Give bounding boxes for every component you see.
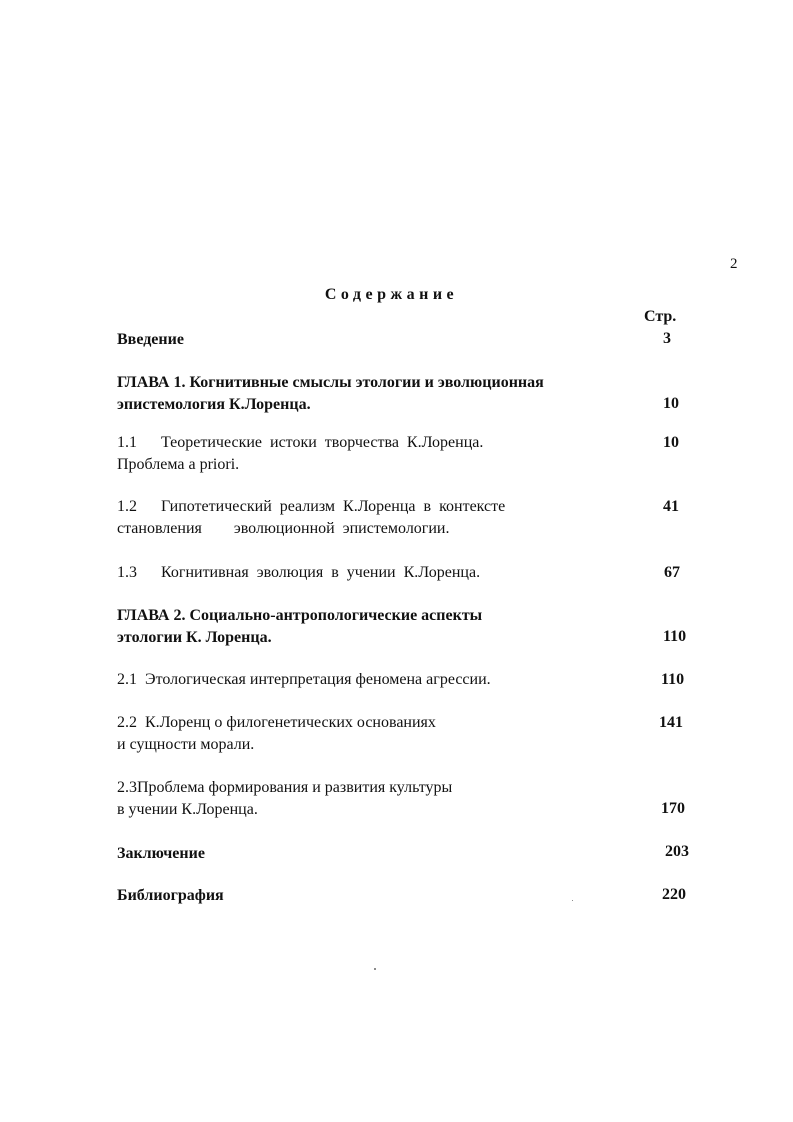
toc-entry-text: эпистемология К.Лоренца. — [117, 396, 311, 413]
toc-entry-page: 67 — [664, 564, 680, 581]
toc-entry-text: Заключение — [117, 845, 205, 862]
toc-entry-page: 141 — [659, 714, 683, 731]
toc-entry-text: становления эволюционной эпистемологии. — [117, 520, 450, 537]
toc-entry-text: 1.3 Когнитивная эволюция в учении К.Лоренца. — [117, 564, 481, 581]
toc-entry-text: Библиография — [117, 887, 224, 904]
scan-speck — [572, 900, 573, 901]
toc-entry-page: 220 — [662, 886, 686, 903]
toc-entry-text: Введение — [117, 331, 184, 348]
toc-entry-text: в учении К.Лоренца. — [117, 801, 258, 818]
scan-speck — [374, 968, 376, 970]
toc-entry-page: 10 — [663, 395, 679, 412]
toc-entry-text: и сущности морали. — [117, 736, 255, 753]
toc-entry-text: 2.1 Этологическая интерпретация феномена агрессии. — [117, 671, 491, 688]
page-number: 2 — [730, 256, 738, 272]
toc-entry-page: 110 — [663, 628, 687, 645]
toc-entry-text: ГЛАВА 1. Когнитивные смыслы этологии и эволюционная — [117, 374, 544, 391]
toc-entry-page: 10 — [663, 434, 679, 451]
toc-entry-page: 203 — [665, 843, 689, 860]
toc-entry-page: 170 — [661, 800, 685, 817]
toc-entry-page: 3 — [663, 330, 671, 347]
toc-title: Содержание — [324, 286, 459, 303]
toc-entry-text: ГЛАВА 2. Социально-антропологические аспекты — [117, 607, 483, 624]
toc-entry-text: 2.3Проблема формирования и развития культуры — [117, 779, 453, 796]
toc-entry-text: Проблема a priori. — [117, 456, 240, 473]
toc-entry-text: 1.2 Гипотетический реализм К.Лоренца в контексте — [117, 498, 506, 515]
toc-entry-text: 1.1 Теоретические истоки творчества К.Лоренца. — [117, 434, 484, 451]
toc-entry-page: 110 — [661, 671, 685, 688]
toc-entry-text: этологии К. Лоренца. — [117, 629, 272, 646]
toc-entry-page: 41 — [663, 498, 679, 515]
toc-entry-text: 2.2 К.Лоренц о филогенетических основаниях — [117, 714, 436, 731]
pages-column-header: Стр. — [644, 308, 677, 325]
